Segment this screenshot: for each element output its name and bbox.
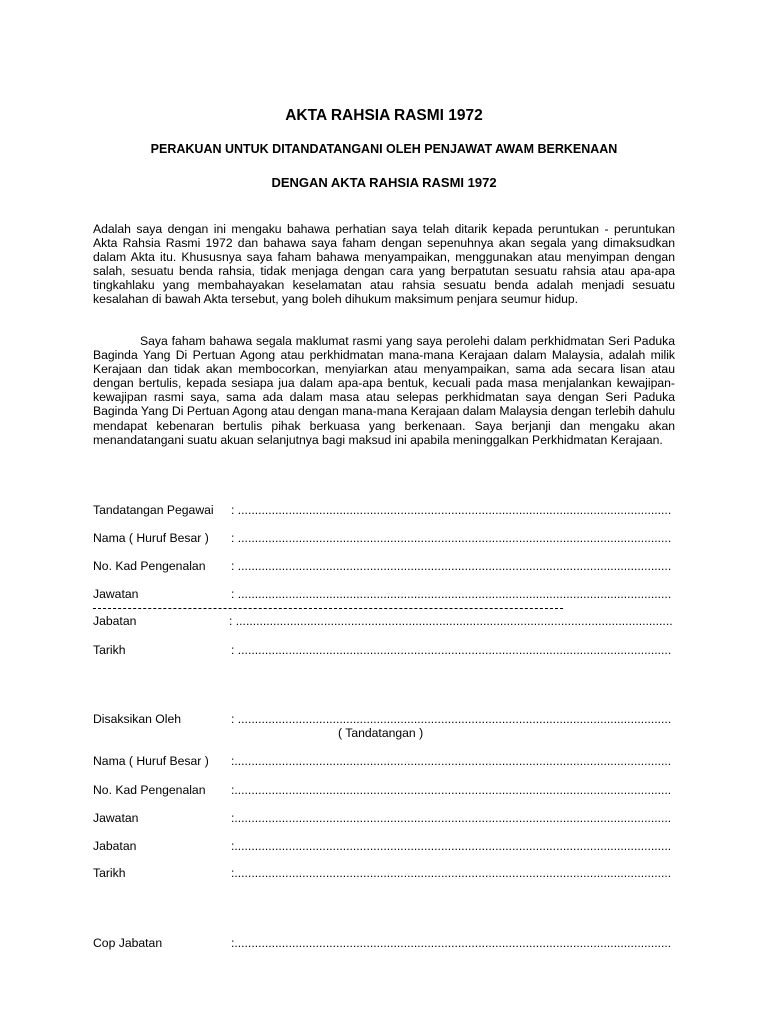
witness-department-label: Jabatan <box>93 839 137 853</box>
colon-separator: : <box>231 866 235 880</box>
colon-separator: : <box>231 531 238 545</box>
officer-department-label: Jabatan <box>93 614 137 628</box>
officer-position-field[interactable] <box>231 587 671 601</box>
officer-name-field[interactable] <box>231 531 671 545</box>
document-subtitle-1: PERAKUAN UNTUK DITANDATANGANI OLEH PENJAWAT AWAM BERKENAAN <box>150 142 618 156</box>
colon-separator: : <box>231 587 238 601</box>
officer-name-row <box>93 531 683 547</box>
witness-signature-caption: ( Tandatangan ) <box>338 726 424 740</box>
declaration-paragraph-2: Saya faham bahawa segala maklumat rasmi yang saya perolehi dalam perkhidmatan Seri Paduka Baginda Yang Di Pertuan Agong atau perkhidmatan mana-mana Kerajaan dalam Malaysia, adalah milik Kerajaan dan tidak akan membocorkan, menyiarkan atau menyampaikan, sama ada secara lisan atau dengan bertulis, kepada sesiapa jua dalam apa-apa bentuk, kecuali pada masa menjalankan kewajipan-kewajipan rasmi saya, sama ada dalam masa atau selepas perkhidmatan saya dengan Seri Paduka Baginda Yang Di Pertuan Agong atau dengan mana-mana Kerajaan dalam Malaysia dengan terlebih dahulu mendapat kebenaran bertulis pihak berkuasa yang berkenaan. Saya berjanji dan mengaku akan menandatangani suatu akuan selanjutnya bagi maksud ini apabila meninggalkan Perkhidmatan Kerajaan. <box>93 334 675 447</box>
witness-name-row <box>93 754 683 770</box>
officer-signature-row <box>93 503 683 519</box>
witness-ic-field[interactable] <box>231 783 671 797</box>
officer-department-field[interactable] <box>229 614 673 628</box>
witness-ic-row <box>93 783 683 799</box>
witness-position-label: Jawatan <box>93 811 139 825</box>
officer-signature-field[interactable] <box>231 503 671 517</box>
colon-separator: : <box>231 839 235 853</box>
officer-signature-label: Tandatangan Pegawai <box>93 503 214 517</box>
officer-name-label: Nama ( Huruf Besar ) <box>93 531 209 545</box>
stamp-label: Cop Jabatan <box>93 936 163 950</box>
colon-separator: : <box>231 811 235 825</box>
officer-ic-row <box>93 559 683 575</box>
colon-separator: : <box>231 754 235 768</box>
colon-separator: : <box>229 614 236 628</box>
stamp-field[interactable] <box>231 936 671 950</box>
witness-department-field[interactable] <box>231 839 671 853</box>
officer-date-field[interactable] <box>231 643 671 657</box>
witness-date-label: Tarikh <box>93 866 126 880</box>
officer-date-row <box>93 643 683 659</box>
colon-separator: : <box>231 712 238 726</box>
officer-department-row <box>93 614 683 630</box>
colon-separator: : <box>231 559 238 573</box>
witness-name-label: Nama ( Huruf Besar ) <box>93 754 209 768</box>
document-title: AKTA RAHSIA RASMI 1972 <box>285 107 483 124</box>
witness-name-field[interactable] <box>231 754 671 768</box>
colon-separator: : <box>231 503 238 517</box>
witness-department-row <box>93 839 683 855</box>
officer-ic-field[interactable] <box>231 559 671 573</box>
officer-ic-label: No. Kad Pengenalan <box>93 559 206 573</box>
colon-separator: : <box>231 643 238 657</box>
section-divider <box>93 608 563 609</box>
colon-separator: : <box>231 783 235 797</box>
declaration-paragraph-1: Adalah saya dengan ini mengaku bahawa perhatian saya telah ditarik kepada peruntukan - peruntukan Akta Rahsia Rasmi 1972 dan bahawa saya faham dengan sepenuhnya akan segala yang dimaksudkan dalam Akta itu. Khususnya saya faham bahawa menyampaikan, menggunakan atau menyimpan dengan salah, sesuatu benda rahsia, tidak menjaga dengan cara yang berpatutan sesuatu rahsia atau apa-apa tingkahlaku yang membahayakan keselamatan atau rahsia sesuatu benda adalah menjadi sesuatu kesalahan di bawah Akta tersebut, yang boleh dihukum maksimum penjara seumur hidup. <box>93 222 675 307</box>
stamp-row <box>93 936 683 952</box>
witness-date-field[interactable] <box>231 866 671 880</box>
officer-position-label: Jawatan <box>93 587 139 601</box>
witness-signature-field[interactable] <box>231 712 671 726</box>
officer-position-row <box>93 587 683 603</box>
officer-date-label: Tarikh <box>93 643 126 657</box>
document-subtitle-2: DENGAN AKTA RAHSIA RASMI 1972 <box>271 175 497 190</box>
witness-ic-label: No. Kad Pengenalan <box>93 783 206 797</box>
colon-separator: : <box>231 936 235 950</box>
witness-position-row <box>93 811 683 827</box>
witness-position-field[interactable] <box>231 811 671 825</box>
witness-date-row <box>93 866 683 882</box>
witness-label: Disaksikan Oleh <box>93 712 182 726</box>
